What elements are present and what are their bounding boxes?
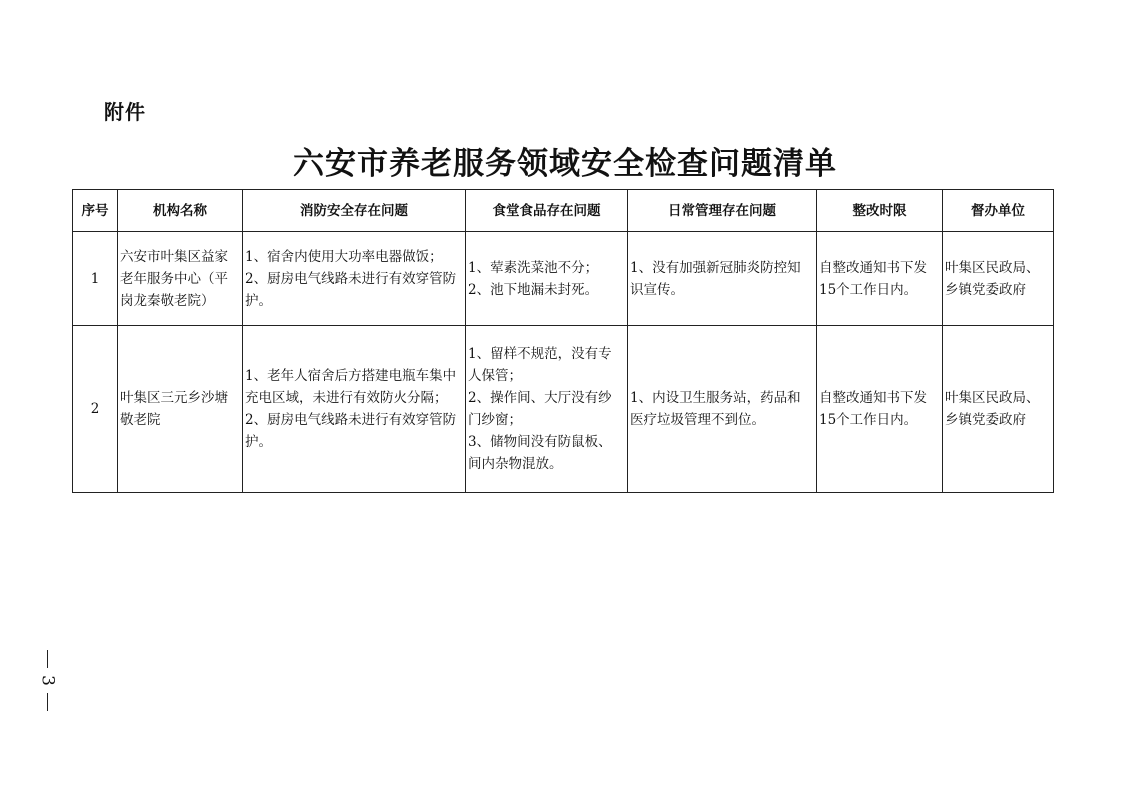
cell-no: 2 [73,326,118,493]
document-title: 六安市养老服务领域安全检查问题清单 [293,146,837,182]
table-row [73,326,1054,493]
cell-fire-safety [243,232,466,326]
cell-fire-safety [243,326,466,493]
header-daily-management: 日常管理存在问题 [628,190,817,232]
page-number [36,650,58,711]
page-number-digit: 3 [37,675,58,686]
canteen-issue: 2、池下地漏未封死。 [468,281,599,298]
cell-daily-management [628,326,817,493]
header-institution: 机构名称 [118,190,243,232]
cell-institution: 六安市叶集区益家老年服务中心（平岗龙秦敬老院） [118,232,243,326]
cell-supervisor: 叶集区民政局、乡镇党委政府 [943,326,1054,493]
cell-deadline: 自整改通知书下发15个工作日内。 [817,326,943,493]
header-canteen: 食堂食品存在问题 [466,190,628,232]
page-number-dash [47,650,48,668]
header-supervisor: 督办单位 [943,190,1054,232]
issues-table [72,189,1054,493]
canteen-issue: 1、留样不规范，没有专人保管； [468,346,612,384]
cell-deadline: 自整改通知书下发15个工作日内。 [817,232,943,326]
management-issue: 1、内设卫生服务站，药品和医疗垃圾管理不到位。 [630,390,801,428]
table-header-row [73,190,1054,232]
cell-canteen [466,326,628,493]
fire-issue: 2、厨房电气线路未进行有效穿管防护。 [245,270,457,309]
cell-canteen [466,232,628,326]
table-row [73,232,1054,326]
cell-no: 1 [73,232,118,326]
fire-issue: 1、宿舍内使用大功率电器做饭； [245,248,443,265]
fire-issue: 2、厨房电气线路未进行有效穿管防护。 [245,412,457,450]
header-fire-safety: 消防安全存在问题 [243,190,466,232]
canteen-issue: 3、储物间没有防鼠板、间内杂物混放。 [468,434,612,472]
page-number-dash [47,693,48,711]
header-deadline: 整改时限 [817,190,943,232]
cell-supervisor: 叶集区民政局、乡镇党委政府 [943,232,1054,326]
attachment-label: 附件 [104,100,146,124]
canteen-issue: 2、操作间、大厅没有纱门纱窗； [468,390,612,428]
management-issue: 1、没有加强新冠肺炎防控知识宣传。 [630,259,801,298]
header-no: 序号 [73,190,118,232]
cell-daily-management [628,232,817,326]
cell-institution: 叶集区三元乡沙塘敬老院 [118,326,243,493]
fire-issue: 1、老年人宿舍后方搭建电瓶车集中充电区域，未进行有效防火分隔； [245,368,457,406]
canteen-issue: 1、荤素洗菜池不分； [468,259,599,276]
